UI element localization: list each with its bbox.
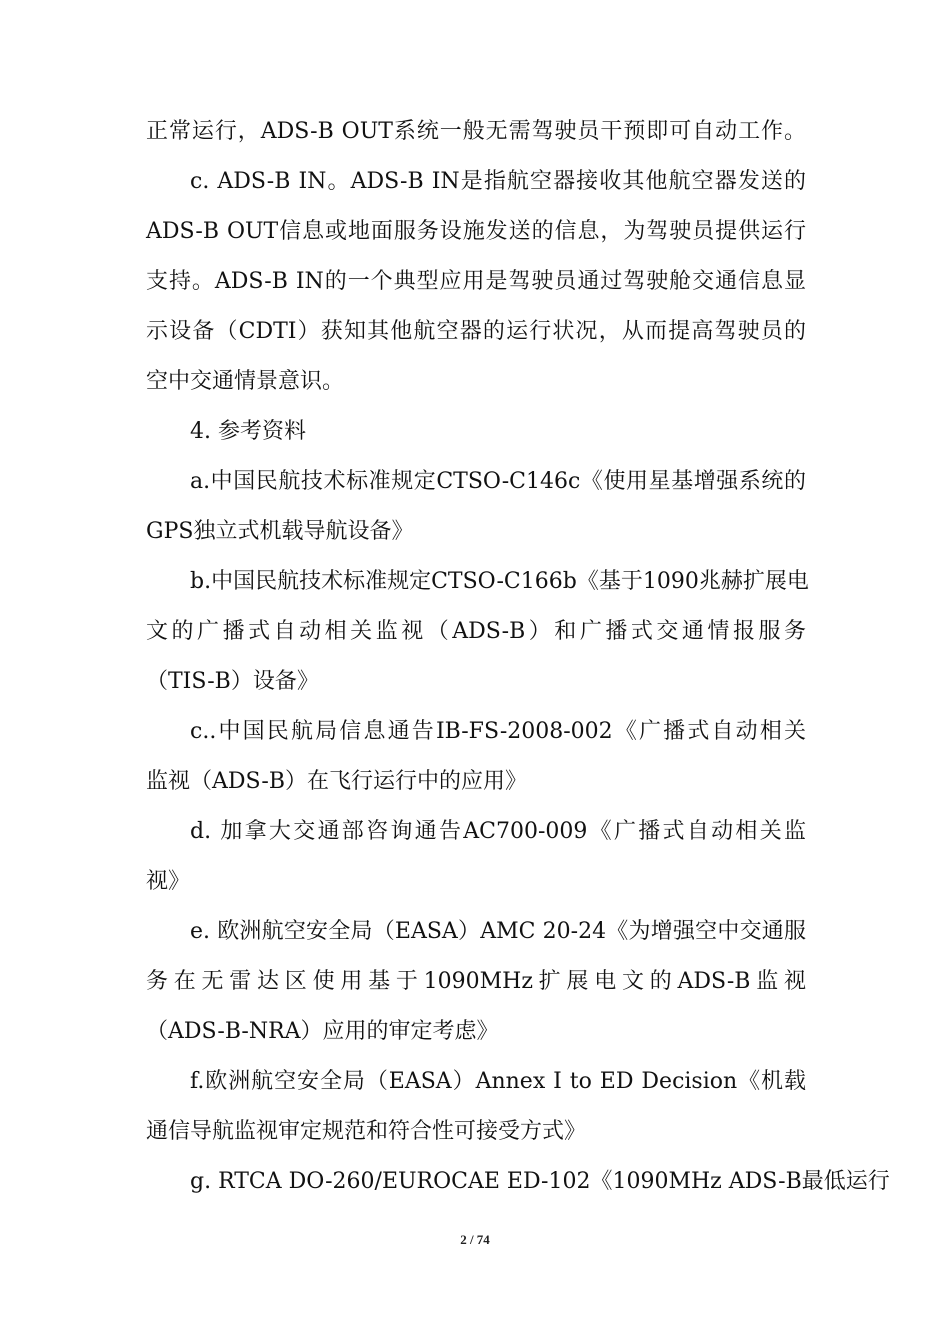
section-heading: 4. 参考资料 <box>190 419 306 444</box>
page-number: 2 / 74 <box>460 1232 490 1247</box>
reference-item-continued: 通信导航监视审定规范和符合性可接受方式》 <box>146 1119 587 1144</box>
reference-item-continued: 务在无雷达区使用基于1090MHz扩展电文的ADS-B监视 <box>146 969 806 994</box>
reference-item-continued: 文的广播式自动相关监视（ADS-B）和广播式交通情报服务 <box>146 619 806 644</box>
reference-item-continued: GPS独立式机载导航设备》 <box>146 519 414 544</box>
reference-item: g. RTCA DO-260/EUROCAE ED-102《1090MHz ADS-B最低运行 <box>190 1169 890 1194</box>
reference-item-continued: 监视（ADS-B）在飞行运行中的应用》 <box>146 769 528 794</box>
reference-item: d. 加拿大交通部咨询通告AC700-009《广播式自动相关监 <box>190 819 806 844</box>
reference-item-continued: 视》 <box>146 869 191 894</box>
reference-item: c..中国民航局信息通告IB-FS-2008-002《广播式自动相关 <box>190 719 806 744</box>
paragraph-line: ADS-B OUT信息或地面服务设施发送的信息，为驾驶员提供运行 <box>146 219 806 244</box>
paragraph-line: c. ADS-B IN。ADS-B IN是指航空器接收其他航空器发送的 <box>190 169 806 194</box>
reference-item: e. 欧洲航空安全局（EASA）AMC 20-24《为增强空中交通服 <box>190 919 806 944</box>
reference-item-continued: （ADS-B-NRA）应用的审定考虑》 <box>146 1019 499 1044</box>
reference-item: a.中国民航技术标准规定CTSO-C146c《使用星基增强系统的 <box>190 469 806 494</box>
paragraph-line: 正常运行，ADS-B OUT系统一般无需驾驶员干预即可自动工作。 <box>146 119 806 144</box>
reference-item-continued: （TIS-B）设备》 <box>146 669 319 694</box>
paragraph-line: 支持。ADS-B IN的一个典型应用是驾驶员通过驾驶舱交通信息显 <box>146 269 806 294</box>
reference-item: b.中国民航技术标准规定CTSO-C166b《基于1090兆赫扩展电 <box>190 569 809 594</box>
paragraph-line: 空中交通情景意识。 <box>146 369 345 394</box>
paragraph-line: 示设备（CDTI）获知其他航空器的运行状况，从而提高驾驶员的 <box>146 319 806 344</box>
reference-item: f.欧洲航空安全局（EASA）Annex I to ED Decision《机载 <box>190 1069 806 1094</box>
